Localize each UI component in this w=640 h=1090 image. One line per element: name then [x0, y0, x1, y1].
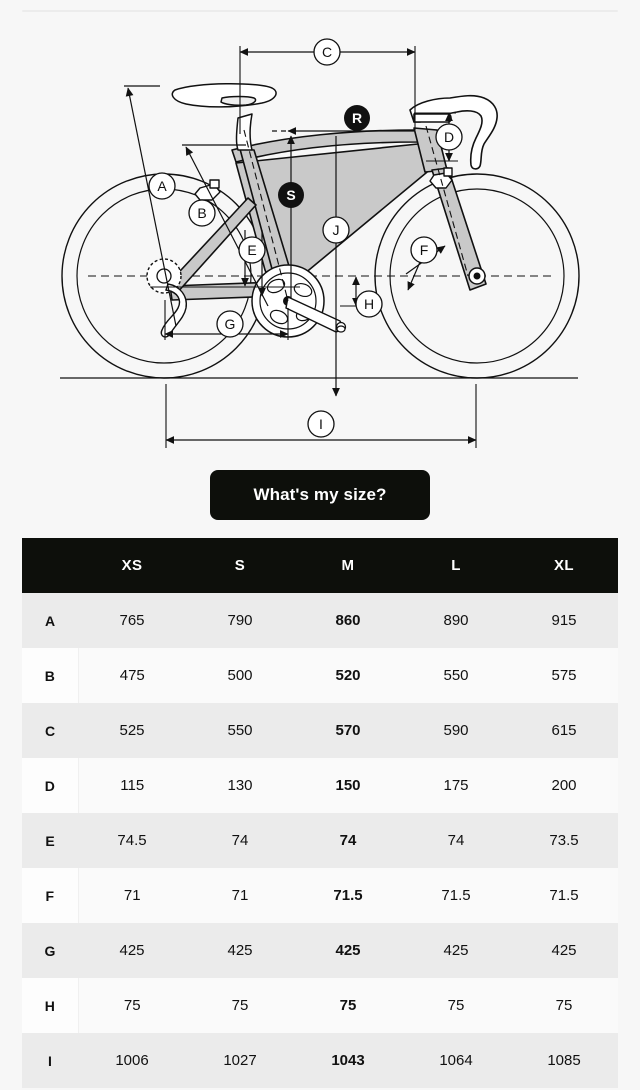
callout-E — [239, 237, 265, 263]
pedal — [337, 326, 345, 332]
cell-h-l: 75 — [402, 978, 510, 1033]
row-label-i: I — [22, 1033, 78, 1088]
table-body — [22, 593, 618, 1088]
row-label-e: E — [22, 813, 78, 868]
callout-C — [314, 39, 340, 65]
cell-f-xl: 71.5 — [510, 868, 618, 923]
callout-F-label: F — [419, 242, 429, 258]
callout-G — [217, 311, 243, 337]
cell-i-l: 1064 — [402, 1033, 510, 1088]
cell-h-m: 75 — [294, 978, 402, 1033]
table-header-row — [22, 538, 618, 593]
row-label-h: H — [22, 978, 78, 1033]
cell-c-l: 590 — [402, 703, 510, 758]
table-row — [22, 593, 618, 648]
table-row — [22, 758, 618, 813]
callout-S — [278, 182, 304, 208]
cell-f-m: 71.5 — [294, 868, 402, 923]
cell-e-xs: 74.5 — [78, 813, 186, 868]
callout-B-label: B — [197, 205, 207, 221]
row-label-c: C — [22, 703, 78, 758]
cell-g-l: 425 — [402, 923, 510, 978]
table-row — [22, 868, 618, 923]
callout-C-label: C — [321, 44, 333, 60]
cell-f-xs: 71 — [78, 868, 186, 923]
callout-R-label: R — [351, 110, 363, 126]
cell-h-xs: 75 — [78, 978, 186, 1033]
cell-d-l: 175 — [402, 758, 510, 813]
cell-e-m: 74 — [294, 813, 402, 868]
cell-a-m: 860 — [294, 593, 402, 648]
callout-F — [411, 237, 437, 263]
table-row — [22, 923, 618, 978]
callout-I — [308, 411, 334, 437]
cell-b-m: 520 — [294, 648, 402, 703]
cell-a-s: 790 — [186, 593, 294, 648]
cell-c-xs: 525 — [78, 703, 186, 758]
table-row — [22, 978, 618, 1033]
table-row — [22, 703, 618, 758]
cell-a-l: 890 — [402, 593, 510, 648]
row-label-a: A — [22, 593, 78, 648]
front-hub — [469, 268, 485, 284]
callout-R — [344, 105, 370, 131]
cell-c-s: 550 — [186, 703, 294, 758]
cell-a-xl: 915 — [510, 593, 618, 648]
cell-e-xl: 73.5 — [510, 813, 618, 868]
cell-h-xl: 75 — [510, 978, 618, 1033]
header-size-l: L — [451, 557, 461, 574]
callout-I-label: I — [319, 416, 323, 432]
cell-f-s: 71 — [186, 868, 294, 923]
callout-A — [149, 173, 175, 199]
cell-g-m: 425 — [294, 923, 402, 978]
cell-h-s: 75 — [186, 978, 294, 1033]
table-row — [22, 1033, 618, 1088]
header-size-xs: XS — [121, 557, 143, 574]
cell-b-xs: 475 — [78, 648, 186, 703]
callout-D — [436, 124, 462, 150]
header-size-s: S — [234, 557, 246, 574]
callout-J — [323, 217, 349, 243]
cell-i-xl: 1085 — [510, 1033, 618, 1088]
header-size-m: M — [341, 557, 355, 574]
cell-d-xs: 115 — [78, 758, 186, 813]
callout-H — [356, 291, 382, 317]
cell-g-xs: 425 — [78, 923, 186, 978]
cell-b-xl: 575 — [510, 648, 618, 703]
cell-b-s: 500 — [186, 648, 294, 703]
cell-c-xl: 615 — [510, 703, 618, 758]
cell-g-xl: 425 — [510, 923, 618, 978]
cell-e-l: 74 — [402, 813, 510, 868]
row-label-b: B — [22, 648, 78, 703]
table-row — [22, 813, 618, 868]
cell-e-s: 74 — [186, 813, 294, 868]
cell-c-m: 570 — [294, 703, 402, 758]
callout-G-label: G — [224, 316, 236, 332]
callout-B — [189, 200, 215, 226]
cell-f-l: 71.5 — [402, 868, 510, 923]
geometry-size-table — [22, 538, 618, 1088]
cell-d-m: 150 — [294, 758, 402, 813]
cell-a-xs: 765 — [78, 593, 186, 648]
callout-J-label: J — [332, 222, 340, 238]
cell-i-s: 1027 — [186, 1033, 294, 1088]
callout-H-label: H — [363, 296, 375, 312]
row-label-g: G — [22, 923, 78, 978]
row-label-d: D — [22, 758, 78, 813]
cell-b-l: 550 — [402, 648, 510, 703]
top-divider — [22, 10, 618, 12]
cell-d-s: 130 — [186, 758, 294, 813]
cell-i-xs: 1006 — [78, 1033, 186, 1088]
table-header — [22, 538, 618, 593]
callout-D-label: D — [443, 129, 455, 145]
header-size-xl: XL — [554, 557, 574, 574]
callout-A-label: A — [157, 178, 167, 194]
callout-E-label: E — [247, 242, 257, 258]
cell-d-xl: 200 — [510, 758, 618, 813]
header-corner-cell — [22, 538, 78, 593]
cell-g-s: 425 — [186, 923, 294, 978]
cell-i-m: 1043 — [294, 1033, 402, 1088]
row-label-f: F — [22, 868, 78, 923]
bicycle-geometry-diagram — [0, 18, 640, 458]
table-row — [22, 648, 618, 703]
whats-my-size-button[interactable]: What's my size? — [210, 470, 430, 520]
callout-S-label: S — [286, 187, 296, 203]
